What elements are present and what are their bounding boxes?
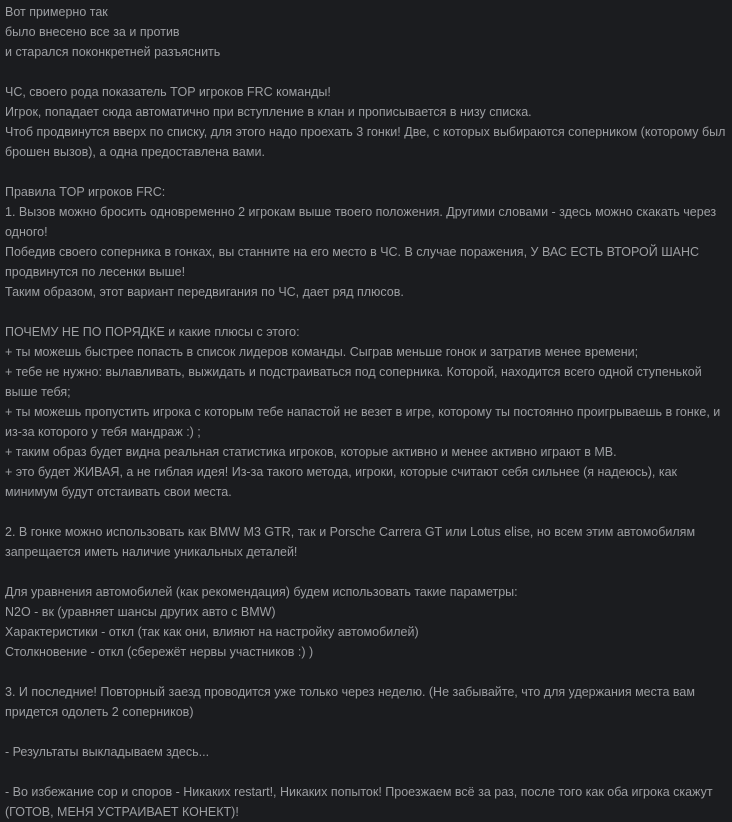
- setting-item: Столкновение - откл (сбережёт нервы участников :) ): [5, 645, 314, 659]
- text-line: Вот примерно так: [5, 5, 108, 19]
- rule3-paragraph: [5, 682, 727, 722]
- list-item: + таким образ будет видна реальная статистика игроков, которые активно и менее активно играют в MB.: [5, 445, 617, 459]
- text-line: 2. В гонке можно использовать как BMW M3 GTR, так и Porsche Carrera GT или Lotus elise, но всем этим автомобилям запрещается иметь наличие уникальных деталей!: [5, 525, 696, 559]
- chs-paragraph: [5, 82, 727, 162]
- list-item: + тебе не нужно: вылавливать, выжидать и подстраиваться под соперника. Которой, находится всего одной ступенькой выше тебя;: [5, 365, 702, 399]
- paragraph-gap: [5, 662, 727, 682]
- paragraph-gap: [5, 562, 727, 582]
- text-line: ЧС, своего рода показатель TOP игроков FRC команды!: [5, 85, 331, 99]
- why-heading: ПОЧЕМУ НЕ ПО ПОРЯДКЕ и какие плюсы с этого:: [5, 325, 300, 339]
- paragraph-gap: [5, 722, 727, 742]
- why-paragraph: [5, 322, 727, 502]
- paragraph-gap: [5, 62, 727, 82]
- setting-item: N2O - вк (уравняет шансы других авто с BMW): [5, 605, 276, 619]
- text-line: и старался поконкретней разъяснить: [5, 45, 221, 59]
- forum-post-body: [5, 2, 727, 822]
- rule2-paragraph: [5, 522, 727, 562]
- text-line: 1. Вызов можно бросить одновременно 2 игрокам выше твоего положения. Другими словами - здесь можно скакать через одного!: [5, 205, 717, 239]
- rules-heading: Правила TOP игроков FRC:: [5, 185, 166, 199]
- paragraph-gap: [5, 502, 727, 522]
- text-line: Победив своего соперника в гонках, вы станните на его место в ЧС. В случае поражения, У ВАС ЕСТЬ ВТОРОЙ ШАНС продвинутся по лесенки выше!: [5, 245, 700, 279]
- list-item: + ты можешь быстрее попасть в список лидеров команды. Сыграв меньше гонок и затратив менее времени;: [5, 345, 639, 359]
- results-paragraph: [5, 742, 727, 762]
- text-line: Игрок, попадает сюда автоматично при вступление в клан и прописывается в низу списка.: [5, 105, 532, 119]
- settings-paragraph: [5, 582, 727, 662]
- rules-paragraph: [5, 182, 727, 302]
- text-line: было внесено все за и против: [5, 25, 180, 39]
- paragraph-gap: [5, 762, 727, 782]
- text-line: - Результаты выкладываем здесь...: [5, 745, 210, 759]
- text-line: Чтоб продвинутся вверх по списку, для этого надо проехать 3 гонки! Две, с которых выбираются соперником (которому был брошен вызов), а одна предоставлена вами.: [5, 125, 726, 159]
- text-line: Таким образом, этот вариант передвигания по ЧС, дает ряд плюсов.: [5, 285, 404, 299]
- disputes-paragraph: [5, 782, 727, 822]
- text-line: 3. И последние! Повторный заезд проводится уже только через неделю. (Не забывайте, что для удержания места вам придется одолеть 2 соперников): [5, 685, 695, 719]
- text-line: - Во избежание сор и споров - Никаких restart!, Никаких попыток! Проезжаем всё за раз, после того как оба игрока скажут (ГОТОВ, МЕНЯ УСТРАИВАЕТ КОНЕКТ)!: [5, 785, 713, 819]
- list-item: + это будет ЖИВАЯ, а не гиблая идея! Из-за такого метода, игроки, которые считают себя сильнее (я надеюсь), как минимум будут отстаивать свои места.: [5, 465, 678, 499]
- settings-heading: Для уравнения автомобилей (как рекомендация) будем использовать такие параметры:: [5, 585, 518, 599]
- paragraph-gap: [5, 302, 727, 322]
- setting-item: Характеристики - откл (так как они, влияют на настройку автомобилей): [5, 625, 419, 639]
- list-item: + ты можешь пропустить игрока с которым тебе напастой не везет в игре, которому ты постоянно проигрываешь в гонке, и из-за которого у тебя мандраж :) ;: [5, 405, 721, 439]
- intro-paragraph: [5, 2, 727, 62]
- paragraph-gap: [5, 162, 727, 182]
